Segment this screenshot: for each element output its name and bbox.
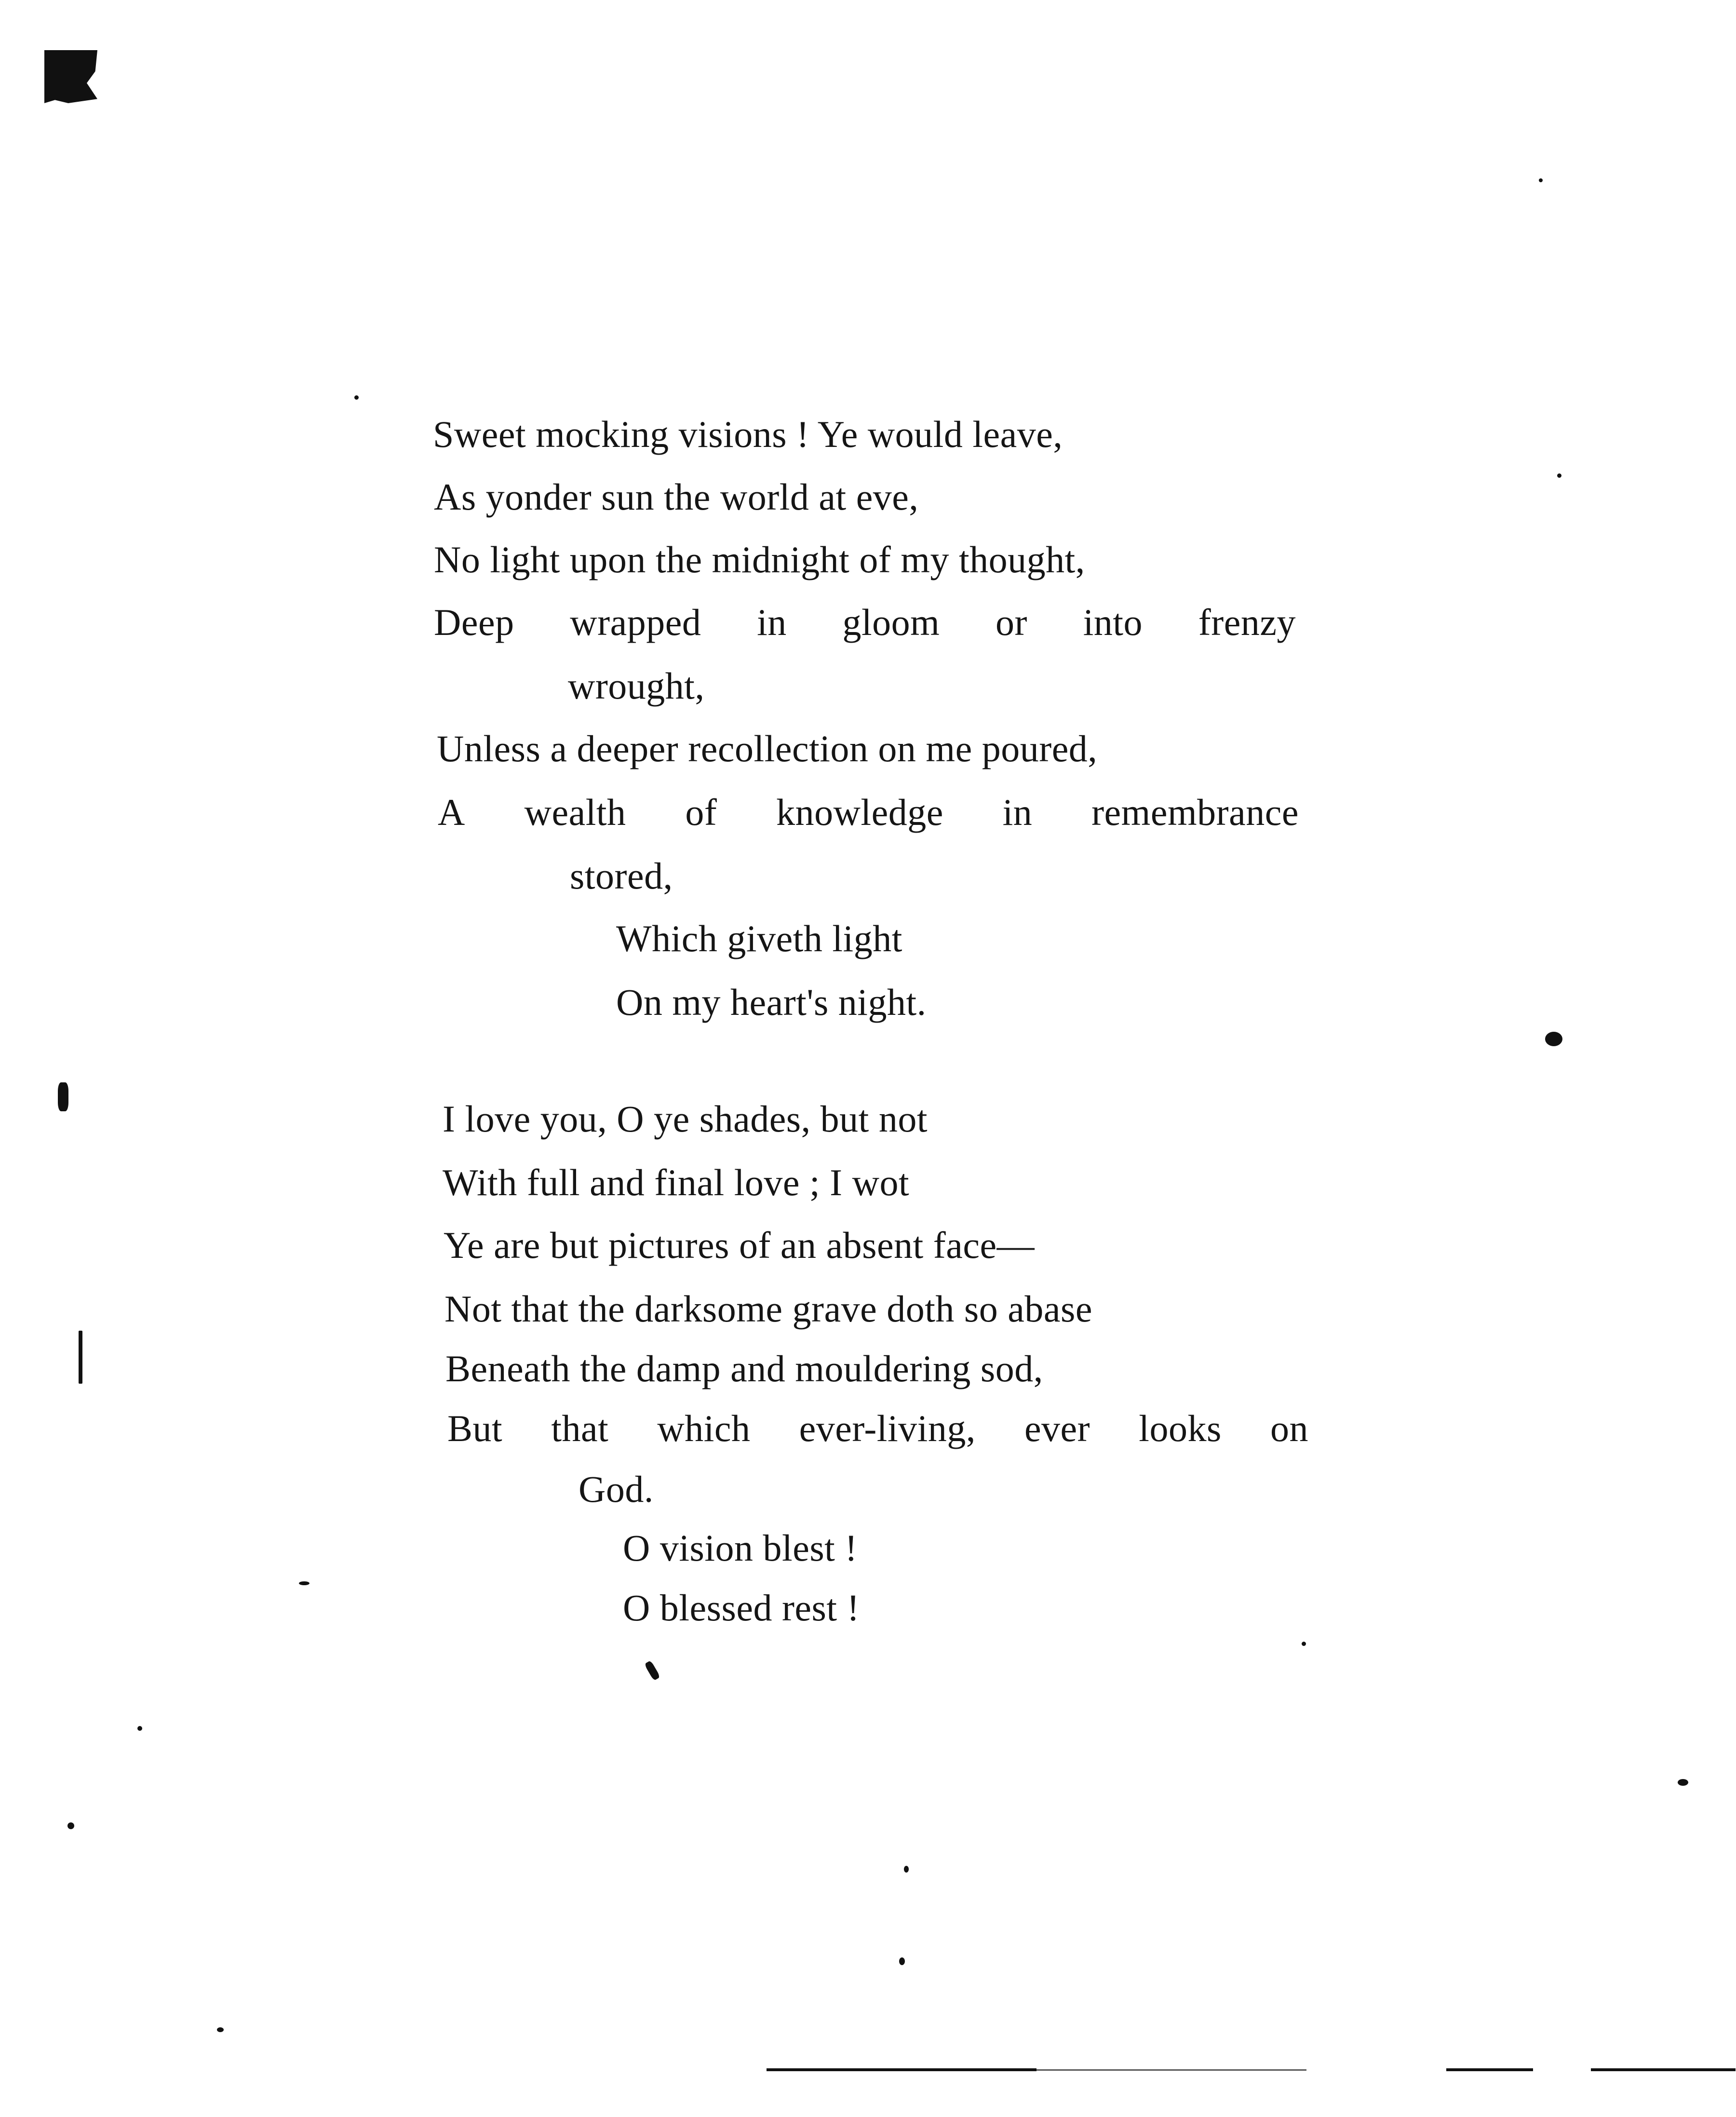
verse-word: on <box>1270 1407 1308 1449</box>
verse-word: wrapped <box>570 601 701 643</box>
verse-line-continuation: wrought, <box>568 665 705 707</box>
verse-word: wealth <box>524 791 626 833</box>
verse-word: into <box>1083 601 1143 643</box>
ink-speck <box>899 1957 905 1965</box>
verse-word: frenzy <box>1198 601 1296 643</box>
ink-speck <box>67 1822 74 1829</box>
verse-line-refrain: On my heart's night. <box>616 981 927 1023</box>
ink-speck <box>79 1331 82 1384</box>
verse-word: or <box>996 601 1027 643</box>
verse-word: But <box>447 1407 503 1449</box>
verse-line-continuation: God. <box>579 1468 654 1510</box>
ink-speck <box>1539 178 1543 182</box>
verse-word: ever <box>1024 1407 1090 1449</box>
ink-speck <box>217 2027 224 2032</box>
verse-line-justified <box>447 1407 1308 1449</box>
verse-word: in <box>757 601 787 643</box>
ink-speck <box>1557 473 1561 478</box>
verse-word: remembrance <box>1091 791 1299 833</box>
verse-line-refrain: O vision blest ! <box>623 1527 858 1569</box>
verse-word: that <box>551 1407 609 1449</box>
verse-line: I love you, O ye shades, but not <box>443 1098 928 1140</box>
verse-line: With full and final love ; I wot <box>443 1161 910 1203</box>
ink-blot <box>44 50 97 103</box>
ink-speck <box>354 395 359 400</box>
verse-word: looks <box>1139 1407 1222 1449</box>
verse-word: ever-living, <box>799 1407 976 1449</box>
verse-line: Sweet mocking visions ! Ye would leave, <box>433 413 1063 455</box>
verse-word: Deep <box>434 601 514 643</box>
verse-line-justified <box>434 601 1296 643</box>
verse-line: Ye are but pictures of an absent face— <box>444 1224 1035 1266</box>
verse-word: in <box>1002 791 1033 833</box>
verse-word: of <box>685 791 717 833</box>
ink-speck <box>299 1581 310 1585</box>
ink-speck <box>1302 1642 1306 1646</box>
bottom-rule <box>1591 2068 1736 2071</box>
verse-word: A <box>438 791 465 833</box>
bottom-rule <box>1036 2069 1306 2071</box>
verse-line-continuation: stored, <box>570 855 673 897</box>
ink-speck <box>904 1866 909 1873</box>
verse-line: Beneath the damp and mouldering sod, <box>445 1348 1043 1389</box>
ink-speck <box>137 1726 142 1731</box>
verse-word: which <box>657 1407 751 1449</box>
verse-line-refrain: O blessed rest ! <box>623 1587 860 1629</box>
ink-speck <box>1545 1032 1562 1046</box>
verse-line: No light upon the midnight of my thought, <box>434 539 1085 580</box>
verse-line: Unless a deeper recollection on me poured, <box>437 728 1098 769</box>
bottom-rule <box>767 2068 1036 2071</box>
ink-speck <box>58 1082 68 1111</box>
verse-line: As yonder sun the world at eve, <box>434 476 919 518</box>
verse-word: gloom <box>842 601 940 643</box>
ink-speck <box>644 1660 660 1681</box>
ink-speck <box>1678 1779 1688 1786</box>
verse-line-refrain: Which giveth light <box>616 917 902 959</box>
bottom-rule <box>1446 2068 1533 2071</box>
verse-word: knowledge <box>776 791 943 833</box>
verse-line: Not that the darksome grave doth so abase <box>444 1288 1092 1330</box>
verse-line-justified <box>438 791 1299 833</box>
